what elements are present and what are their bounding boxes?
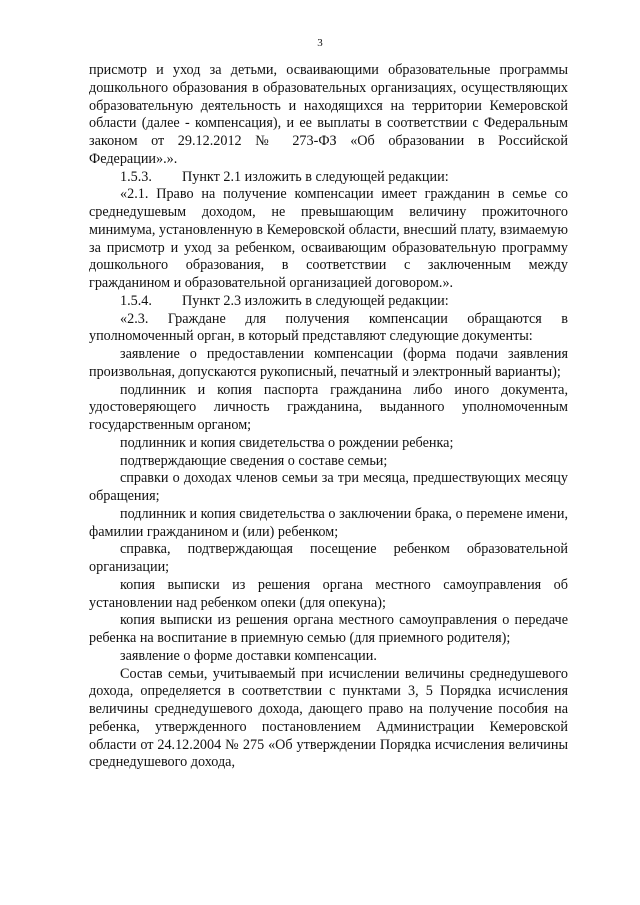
clause-number: 1.5.4. xyxy=(120,292,152,309)
paragraph: «2.1. Право на получение компенсации имеет гражданин в семье со среднедушевым доходом, не превышающим величину прожиточного минимума, установленную в Кемеровской области, внесший плату, взимаемую за присмотр и уход за ребенком, осваивающим образовательную программу дошкольного образования, в соответствии с заключенным между гражданином и образовательной организацией договором.». xyxy=(89,186,568,291)
paragraph-text: Пункт 2.3 изложить в следующей редакции: xyxy=(182,292,449,309)
list-item: справки о доходах членов семьи за три месяца, предшествующих месяцу обращения; xyxy=(89,470,568,504)
page-number: 3 xyxy=(317,37,323,49)
paragraph: «2.3. Граждане для получения компенсации обращаются в уполномоченный орган, в который представляют следующие документы: xyxy=(89,310,568,345)
list-item: заявление о форме доставки компенсации. xyxy=(120,647,377,664)
list-item: подлинник и копия паспорта гражданина либо иного документа, удостоверяющего личность гражданина, выданного уполномоченным государственным органом; xyxy=(89,381,568,433)
clause-number: 1.5.3. xyxy=(120,168,152,185)
list-item: подтверждающие сведения о составе семьи; xyxy=(120,452,388,469)
list-item: подлинник и копия свидетельства о рождении ребенка; xyxy=(120,434,454,451)
paragraph: Состав семьи, учитываемый при исчислении величины среднедушевого дохода, определяется в соответствии с пунктами 3, 5 Порядка исчисления величины среднедушевого дохода, дающего право на получение пособия на ребенка, утвержденного постановлением Администрации Кемеровской области от 24.12.2004 № 275 «Об утверждении Порядка исчисления величины среднедушевого дохода, xyxy=(89,665,568,771)
list-item: подлинник и копия свидетельства о заключении брака, о перемене имени, фамилии гражданином и (или) ребенком; xyxy=(89,505,568,540)
document-body xyxy=(89,62,568,772)
list-item: справка, подтверждающая посещение ребенком образовательной организации; xyxy=(89,541,568,575)
list-item: копия выписки из решения органа местного самоуправления об установлении над ребенком опеки (для опекуна); xyxy=(89,576,568,611)
list-item: копия выписки из решения органа местного самоуправления о передаче ребенка на воспитание в приемную семью (для приемного родителя); xyxy=(89,612,568,646)
paragraph: присмотр и уход за детьми, осваивающими образовательные программы дошкольного образования в образовательных организациях, осуществляющих образовательную деятельность и находящихся на территории Кемеровской области (далее - компенсация), и ее выплаты в соответствии с Федеральным законом от 29.12.2012 № 273-ФЗ «Об образовании в Российской Федерации».». xyxy=(89,62,568,167)
list-item: заявление о предоставлении компенсации (форма подачи заявления произвольная, допускаются рукописный, печатный и электронный варианты); xyxy=(89,346,568,380)
paragraph xyxy=(89,169,568,187)
paragraph-text: Пункт 2.1 изложить в следующей редакции: xyxy=(182,168,449,185)
paragraph xyxy=(89,293,568,311)
